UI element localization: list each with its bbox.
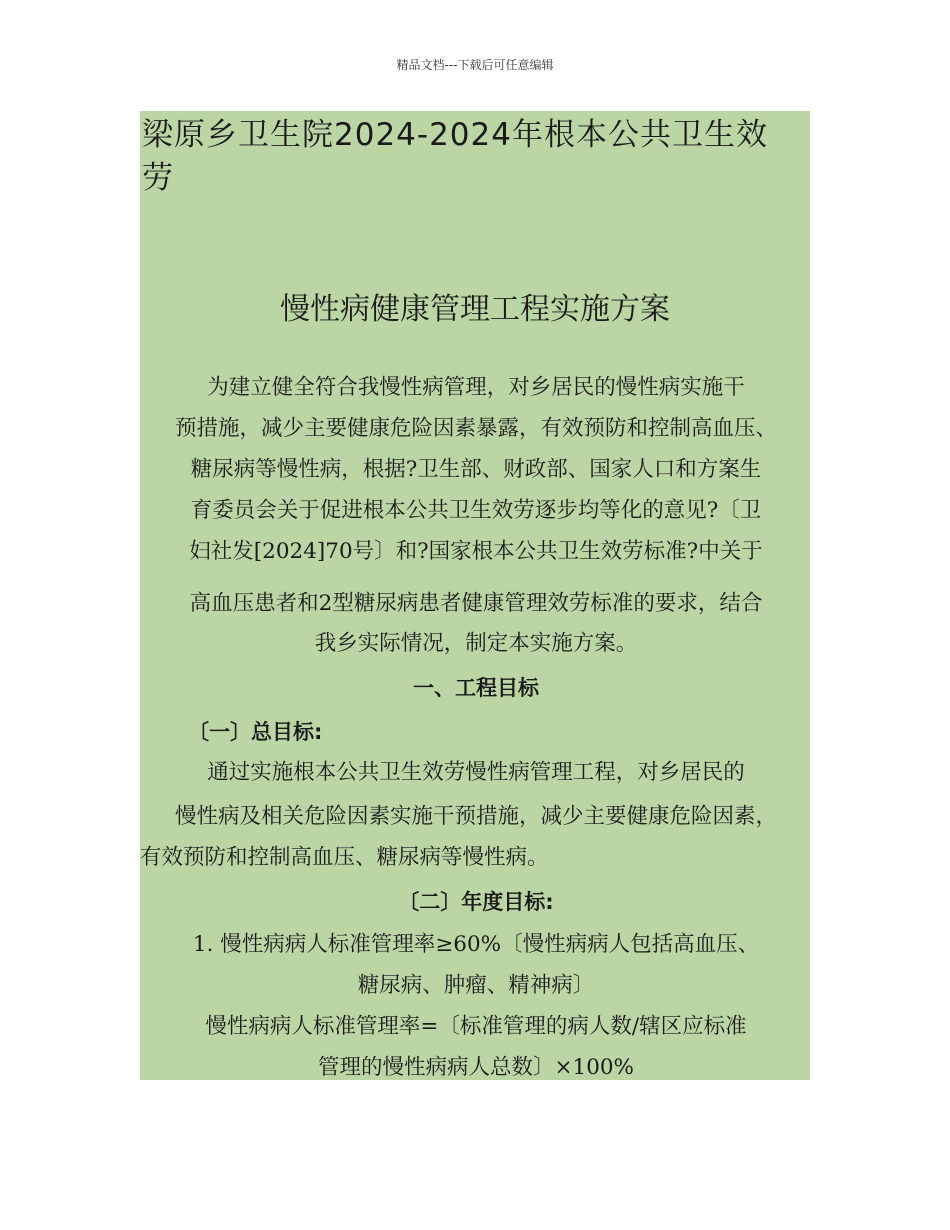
subsection-heading: 〔二〕年度目标: bbox=[398, 890, 554, 914]
formula-line: 管理的慢性病病人总数〕×100% bbox=[318, 1055, 634, 1080]
list-item-line: 1. 慢性病病人标准管理率≥60%〔慢性病病人包括高血压、 bbox=[192, 932, 760, 957]
intro-line: 妇社发[2024]70号〕和?国家根本公共卫生效劳标准?中关于 bbox=[189, 539, 763, 564]
body-line: 通过实施根本公共卫生效劳慢性病管理工程，对乡居民的 bbox=[207, 760, 745, 785]
intro-line: 高血压患者和2型糖尿病患者健康管理效劳标准的要求，结合 bbox=[189, 591, 763, 616]
intro-line: 为建立健全符合我慢性病管理，对乡居民的慢性病实施干 bbox=[207, 375, 745, 400]
list-item-line: 糖尿病、肿瘤、精神病〕 bbox=[357, 973, 595, 998]
body-line: 有效预防和控制高血压、糖尿病等慢性病。 bbox=[140, 845, 549, 870]
body-line: 慢性病及相关危险因素实施干预措施，减少主要健康危险因素， bbox=[174, 804, 777, 829]
formula-line: 慢性病病人标准管理率=〔标准管理的病人数/辖区应标准 bbox=[205, 1014, 747, 1039]
title-line-2: 劳 bbox=[142, 160, 174, 196]
document-subtitle: 慢性病健康管理工程实施方案 bbox=[280, 292, 670, 327]
intro-line: 我乡实际情况，制定本实施方案。 bbox=[314, 631, 638, 656]
intro-line: 育委员会关于促进根本公共卫生效劳逐步均等化的意见?〔卫 bbox=[190, 498, 762, 523]
section-heading: 一、工程目标 bbox=[413, 676, 539, 700]
document-title bbox=[142, 114, 814, 200]
intro-line: 预措施，减少主要健康危险因素暴露，有效预防和控制高血压、 bbox=[174, 416, 777, 441]
title-line-1: 梁原乡卫生院2024-2024年根本公共卫生效 bbox=[142, 117, 768, 153]
page-header: 精品文档---下载后可任意编辑 bbox=[396, 58, 554, 72]
subsection-heading: 〔一〕总目标: bbox=[188, 720, 323, 744]
intro-line: 糖尿病等慢性病，根据?卫生部、财政部、国家人口和方案生 bbox=[190, 457, 762, 482]
